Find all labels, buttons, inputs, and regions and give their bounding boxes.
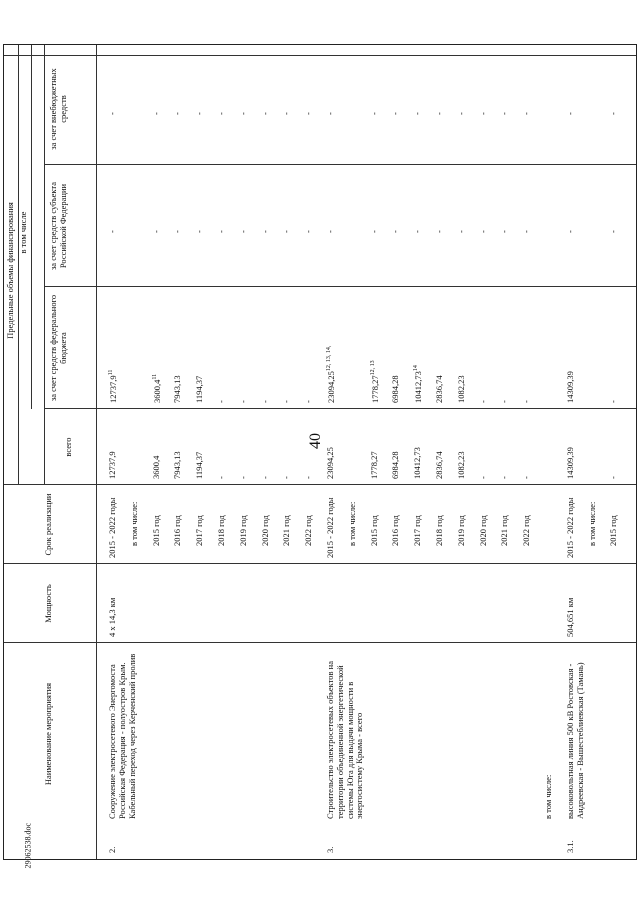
row-term: 2015 - 2022 годы (325, 497, 335, 558)
row-term: 2021 год (281, 515, 292, 546)
financing-table (3, 44, 637, 860)
row-subject: - (150, 230, 161, 233)
row-name: в том числе: (543, 774, 553, 819)
row-power: 504,651 км (564, 597, 575, 637)
header-offbudget: за счет внебюджетных средств (48, 68, 68, 150)
row-total: 14309,39 (564, 447, 575, 479)
row-federal: $23094,25^{12, 13, 14,}$ (325, 345, 336, 403)
page-number: 40 (307, 433, 324, 449)
row-subject: - (477, 230, 488, 233)
row-number: 3. (325, 846, 335, 853)
row-total: 1194,37 (194, 451, 205, 479)
row-offbudget: - (150, 112, 161, 115)
row-federal: - (216, 400, 226, 403)
row-offbudget: - (237, 112, 248, 115)
row-total: - (499, 476, 510, 479)
row-total: 7943,13 (172, 451, 183, 479)
header-line (44, 45, 45, 485)
row-offbudget: - (521, 112, 532, 115)
col-sep (4, 55, 636, 56)
row-term: 2015 - 2022 годы (107, 497, 117, 558)
row-total: - (608, 476, 619, 479)
row-subject: - (455, 230, 466, 233)
row-subject: - (281, 230, 292, 233)
row-federal: - (281, 400, 292, 403)
header-incl: в том числе (18, 211, 28, 254)
row-total: - (216, 476, 226, 479)
row-subject: - (390, 230, 401, 233)
row-term: 2020 год (259, 515, 270, 546)
row-subject: - (434, 230, 444, 233)
row-subject: - (521, 230, 532, 233)
header-federal: за счет средств федерального бюджета (48, 294, 68, 402)
header-name: Наименование мероприятия (43, 682, 53, 786)
row-total: 12737,9 (107, 451, 117, 479)
row-term: в том числе: (346, 501, 357, 546)
row-power: 4 x 14,3 км (107, 597, 117, 637)
row-total: 1778,27 (368, 451, 379, 479)
row-offbudget: - (608, 112, 619, 115)
header-term: Срок реализации (43, 493, 53, 556)
row-subject: - (325, 230, 335, 233)
col-sep (44, 164, 636, 165)
row-federal: - (499, 400, 510, 403)
row-subject: - (303, 230, 314, 233)
row-offbudget: - (303, 112, 314, 115)
row-offbudget: - (499, 112, 510, 115)
row-term: 2015 год (608, 515, 619, 546)
row-term: 2016 год (172, 515, 183, 546)
row-term: 2021 год (499, 515, 510, 546)
row-subject: - (608, 230, 619, 233)
row-federal: - (521, 400, 532, 403)
row-term: 2019 год (237, 515, 248, 546)
row-name: Строительство электросетевых объектов на территории объединенной энергетической системы Юга для выдачи мощности в энергосистему Крыма - всего (325, 660, 365, 819)
row-federal: - (608, 400, 619, 403)
header-limits: Предельные объемы финансирования (5, 202, 15, 339)
row-term: в том числе: (586, 501, 597, 546)
row-offbudget: - (281, 112, 292, 115)
row-offbudget: - (390, 112, 401, 115)
row-total: 6984,28 (390, 451, 401, 479)
row-offbudget: - (477, 112, 488, 115)
row-federal: - (237, 400, 248, 403)
row-subject: - (107, 230, 117, 233)
row-total: 2836,74 (434, 451, 444, 479)
row-term: в том числе: (128, 501, 139, 546)
financing-table-rotated (3, 44, 637, 860)
row-number: 3.1. (564, 840, 575, 853)
row-offbudget: - (325, 112, 335, 115)
row-federal: 3600,4$^{11}$ (151, 373, 162, 403)
row-federal: 10412,73$^{14}$ (413, 365, 424, 403)
row-total: 3600,4 (150, 455, 161, 479)
row-total: - (237, 476, 248, 479)
header-subject: за счет средств субъекта Российской Федерации (48, 181, 68, 271)
row-total: - (477, 476, 488, 479)
row-total: - (521, 476, 532, 479)
row-term: 2017 год (194, 515, 205, 546)
header-total: всего (63, 437, 73, 457)
col-sep (4, 484, 636, 485)
row-subject: - (368, 230, 379, 233)
row-offbudget: - (107, 112, 117, 115)
row-term: 2022 год (303, 515, 314, 546)
footer-doc-id: 29062538.doc (23, 822, 33, 869)
row-offbudget: - (564, 112, 575, 115)
row-term: 2015 год (368, 515, 379, 546)
row-number: 2. (107, 846, 117, 853)
row-federal: - (259, 400, 270, 403)
header-line (31, 45, 32, 409)
row-term: 2015 год (150, 515, 161, 546)
row-federal: - (477, 400, 488, 403)
row-name: Сооружение электросетевого Энергомоста Российская Федерация - полуостров Крым. Кабельный переход через Керченский пролив (107, 653, 137, 819)
row-term: 2015 - 2022 годы (564, 497, 575, 558)
row-total: - (259, 476, 270, 479)
row-federal: 7943,13 (172, 375, 183, 403)
row-federal: 1082,23 (455, 375, 466, 403)
header-bottom-line (96, 45, 97, 859)
col-sep (44, 286, 636, 287)
row-total: 1082,23 (455, 451, 466, 479)
row-federal: 1194,37 (194, 375, 205, 403)
row-federal: 1778,27$^{12, 13}$ (369, 360, 380, 403)
row-subject: - (259, 230, 270, 233)
row-offbudget: - (194, 112, 205, 115)
row-term: 2019 год (455, 515, 466, 546)
row-term: 2017 год (412, 515, 423, 546)
row-federal: 2836,74 (434, 375, 444, 403)
row-total: 23094,25 (325, 447, 335, 479)
row-subject: - (564, 230, 575, 233)
row-term: 2022 год (521, 515, 532, 546)
col-sep (4, 642, 636, 643)
row-federal: 12737,9$^{11}$ (107, 369, 118, 403)
row-offbudget: - (412, 112, 423, 115)
row-term: 2016 год (390, 515, 401, 546)
col-sep (44, 408, 636, 409)
row-term: 2020 год (477, 515, 488, 546)
row-term: 2018 год (434, 515, 444, 546)
row-subject: - (499, 230, 510, 233)
row-federal: 6984,28 (390, 375, 401, 403)
row-offbudget: - (368, 112, 379, 115)
row-federal: 14309,39 (564, 371, 575, 403)
row-subject: - (216, 230, 226, 233)
row-offbudget: - (434, 112, 444, 115)
row-total: 10412,73 (412, 447, 423, 479)
row-total: - (303, 476, 314, 479)
row-term: 2018 год (216, 515, 226, 546)
row-subject: - (172, 230, 183, 233)
row-federal: - (303, 400, 314, 403)
row-offbudget: - (455, 112, 466, 115)
row-offbudget: - (216, 112, 226, 115)
row-offbudget: - (172, 112, 183, 115)
row-subject: - (237, 230, 248, 233)
row-subject: - (194, 230, 205, 233)
row-name: высоковольтная линия 500 кВ Ростовская - Андреевская - Вышестеблиевская (Тамань) (564, 662, 585, 819)
row-total: - (281, 476, 292, 479)
row-offbudget: - (259, 112, 270, 115)
row-subject: - (412, 230, 423, 233)
header-power: Мощность (43, 584, 53, 623)
col-sep (4, 563, 636, 564)
